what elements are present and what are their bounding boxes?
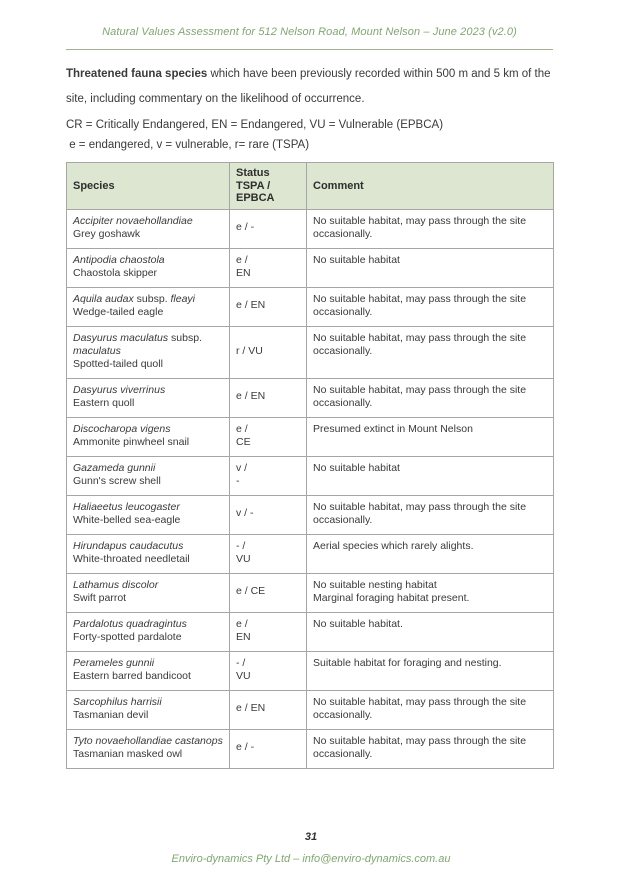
intro-paragraph bbox=[66, 62, 553, 112]
table-row bbox=[67, 612, 554, 651]
scientific-name: Antipodia chaostola bbox=[73, 253, 165, 266]
table-row bbox=[67, 456, 554, 495]
comment-cell: Presumed extinct in Mount Nelson bbox=[307, 417, 554, 456]
comment-cell: No suitable habitat, may pass through the site occasionally. bbox=[307, 690, 554, 729]
page-number: 31 bbox=[304, 831, 318, 843]
status-cell: e / CE bbox=[230, 573, 307, 612]
comment-cell: No suitable habitat, may pass through the site occasionally. bbox=[307, 729, 554, 768]
table-row bbox=[67, 248, 554, 287]
common-name: Tasmanian masked owl bbox=[73, 747, 183, 760]
species-cell bbox=[67, 690, 230, 729]
status-cell: v / - bbox=[230, 495, 307, 534]
species-cell bbox=[67, 573, 230, 612]
legend-tspa: e = endangered, v = vulnerable, r= rare (TSPA) bbox=[66, 139, 310, 151]
common-name: Gunn's screw shell bbox=[73, 474, 161, 487]
common-name: Eastern quoll bbox=[73, 396, 135, 409]
comment-cell: No suitable habitat, may pass through the site occasionally. bbox=[307, 495, 554, 534]
table-row bbox=[67, 287, 554, 326]
comment-cell: Suitable habitat for foraging and nesting. bbox=[307, 651, 554, 690]
header-divider bbox=[66, 49, 553, 50]
comment-cell: No suitable habitat, may pass through the site occasionally. bbox=[307, 287, 554, 326]
species-cell bbox=[67, 651, 230, 690]
fauna-table bbox=[66, 162, 554, 769]
status-cell: - / VU bbox=[230, 534, 307, 573]
scientific-name: Dasyurus viverrinus bbox=[73, 383, 166, 396]
header-row bbox=[67, 163, 554, 210]
scientific-name: Discocharopa vigens bbox=[73, 422, 171, 435]
column-header-species: Species bbox=[67, 163, 230, 210]
table-row bbox=[67, 417, 554, 456]
common-name: Chaostola skipper bbox=[73, 266, 158, 279]
scientific-name: Perameles gunnii bbox=[73, 656, 155, 669]
common-name: White-belled sea-eagle bbox=[73, 513, 181, 526]
scientific-name: Tyto novaehollandiae castanops bbox=[73, 734, 223, 747]
comment-cell: No suitable habitat bbox=[307, 248, 554, 287]
common-name: Spotted-tailed quoll bbox=[73, 357, 163, 370]
species-cell bbox=[67, 287, 230, 326]
scientific-name: Gazameda gunnii bbox=[73, 461, 156, 474]
legend-epbca: CR = Critically Endangered, EN = Endangered, VU = Vulnerable (EPBCA) bbox=[66, 119, 444, 131]
status-cell: - / VU bbox=[230, 651, 307, 690]
table-row bbox=[67, 495, 554, 534]
table-row bbox=[67, 326, 554, 378]
comment-cell: No suitable habitat, may pass through the site occasionally. bbox=[307, 209, 554, 248]
species-cell bbox=[67, 417, 230, 456]
status-cell: r / VU bbox=[230, 326, 307, 378]
species-cell bbox=[67, 248, 230, 287]
status-cell: e / - bbox=[230, 209, 307, 248]
fauna-table-head bbox=[67, 163, 554, 210]
table-row bbox=[67, 378, 554, 417]
column-header-status: Status TSPA / EPBCA bbox=[230, 163, 307, 210]
scientific-name: Aquila audax subsp. fleayi bbox=[73, 292, 196, 305]
species-cell bbox=[67, 495, 230, 534]
intro-bold-text: Threatened fauna species bbox=[66, 68, 208, 80]
footer-contact: Enviro-dynamics Pty Ltd – info@enviro-dynamics.com.au bbox=[171, 853, 451, 865]
scientific-name: Lathamus discolor bbox=[73, 578, 159, 591]
table-row bbox=[67, 651, 554, 690]
status-cell: e / EN bbox=[230, 612, 307, 651]
table-row bbox=[67, 729, 554, 768]
common-name: Swift parrot bbox=[73, 591, 127, 604]
table-row bbox=[67, 209, 554, 248]
comment-cell: No suitable nesting habitat Marginal foraging habitat present. bbox=[307, 573, 554, 612]
table-row bbox=[67, 690, 554, 729]
common-name: Wedge-tailed eagle bbox=[73, 305, 164, 318]
status-cell: e / EN bbox=[230, 287, 307, 326]
species-cell bbox=[67, 326, 230, 378]
species-cell bbox=[67, 534, 230, 573]
scientific-name: Dasyurus maculatus subsp. maculatus bbox=[73, 331, 202, 357]
species-cell bbox=[67, 378, 230, 417]
species-cell bbox=[67, 729, 230, 768]
status-cell: e / - bbox=[230, 729, 307, 768]
status-cell: e / EN bbox=[230, 378, 307, 417]
scientific-name: Accipiter novaehollandiae bbox=[73, 214, 193, 227]
scientific-name: Pardalotus quadragintus bbox=[73, 617, 187, 630]
scientific-name: Hirundapus caudacutus bbox=[73, 539, 184, 552]
page-footer bbox=[0, 831, 622, 865]
running-header: Natural Values Assessment for 512 Nelson Road, Mount Nelson – June 2023 (v2.0) bbox=[102, 26, 517, 38]
comment-cell: No suitable habitat, may pass through the site occasionally. bbox=[307, 326, 554, 378]
table-row bbox=[67, 534, 554, 573]
species-cell bbox=[67, 209, 230, 248]
common-name: Ammonite pinwheel snail bbox=[73, 435, 190, 448]
species-cell bbox=[67, 612, 230, 651]
comment-cell: No suitable habitat. bbox=[307, 612, 554, 651]
common-name: Forty-spotted pardalote bbox=[73, 630, 182, 643]
status-cell: e / EN bbox=[230, 248, 307, 287]
table-row bbox=[67, 573, 554, 612]
scientific-name: Haliaeetus leucogaster bbox=[73, 500, 180, 513]
page-content bbox=[66, 26, 553, 769]
fauna-table-body bbox=[67, 209, 554, 768]
status-cell: e / CE bbox=[230, 417, 307, 456]
species-cell bbox=[67, 456, 230, 495]
status-cell: v / - bbox=[230, 456, 307, 495]
status-cell: e / EN bbox=[230, 690, 307, 729]
comment-cell: Aerial species which rarely alights. bbox=[307, 534, 554, 573]
common-name: Tasmanian devil bbox=[73, 708, 149, 721]
column-header-comment: Comment bbox=[307, 163, 554, 210]
common-name: White-throated needletail bbox=[73, 552, 190, 565]
comment-cell: No suitable habitat bbox=[307, 456, 554, 495]
common-name: Grey goshawk bbox=[73, 227, 141, 240]
comment-cell: No suitable habitat, may pass through the site occasionally. bbox=[307, 378, 554, 417]
scientific-name: Sarcophilus harrisii bbox=[73, 695, 162, 708]
common-name: Eastern barred bandicoot bbox=[73, 669, 191, 682]
intro-rest-text: which have been previously recorded within 500 m and 5 km of the site, including commentary on the likelihood of occurrence. bbox=[66, 68, 551, 105]
